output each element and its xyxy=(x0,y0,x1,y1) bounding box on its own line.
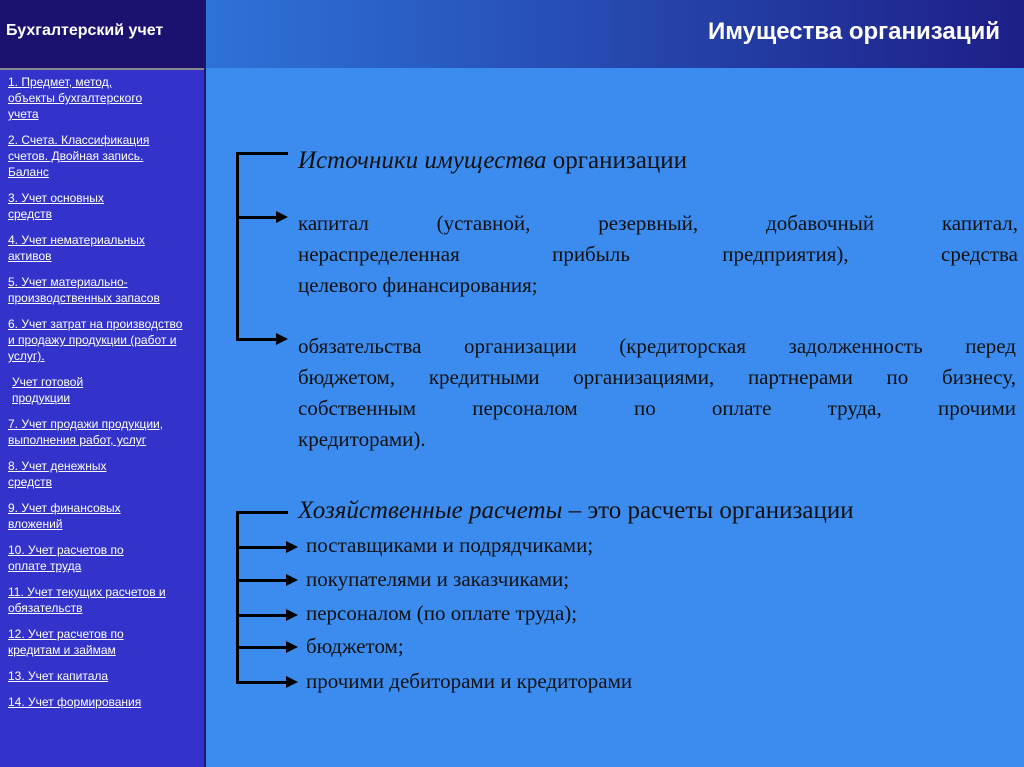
settlement-item-1: поставщиками и подрядчиками; xyxy=(306,533,594,557)
sidebar-item-2[interactable]: 2. Счета. Классификация счетов. Двойная запись. Баланс xyxy=(8,133,150,179)
sidebar-header xyxy=(0,0,204,70)
sidebar-item-11[interactable]: 11. Учет текущих расчетов и обязательств xyxy=(8,585,166,615)
arrow-line-5 xyxy=(236,614,286,617)
sidebar-item-10[interactable]: 10. Учет расчетов по оплате труда xyxy=(8,543,124,573)
sidebar-item-4[interactable]: 4. Учет нематериальных активов xyxy=(8,233,145,263)
sidebar-item-6[interactable]: 6. Учет затрат на производство и продажу продукции (работ и услуг). xyxy=(8,317,183,363)
settlements-title-italic: Хозяйственные расчеты xyxy=(298,497,563,524)
arrow-head-2 xyxy=(276,333,288,345)
sidebar-item-8[interactable]: 8. Учет денежных средств xyxy=(8,459,107,489)
sidebar-item-12[interactable]: 12. Учет расчетов по кредитам и займам xyxy=(8,627,124,657)
arrow-line-2 xyxy=(236,338,276,341)
obligations-line-4: кредиторами). xyxy=(298,427,426,451)
arrow-head-1 xyxy=(276,211,288,223)
page-title: Имущества организаций xyxy=(707,18,1000,45)
obligations-text xyxy=(298,331,1016,455)
header xyxy=(206,0,1024,68)
bracket-top-2 xyxy=(236,511,288,514)
arrow-head-3 xyxy=(286,541,298,553)
sidebar-item-7[interactable]: 7. Учет продажи продукции, выполнения работ, услуг xyxy=(8,417,164,447)
capital-line-3: целевого финансирования; xyxy=(298,273,538,297)
obligations-line-2: бюджетом, кредитными организациями, партнерами по бизнесу, xyxy=(298,365,1016,389)
settlement-item-5: прочими дебиторами и кредиторами xyxy=(306,669,633,693)
settlements-title-rest: – это расчеты организации xyxy=(562,497,854,524)
bracket-vertical-1 xyxy=(236,152,239,341)
bracket-top-1 xyxy=(236,152,288,155)
settlement-item-4: бюджетом; xyxy=(306,634,404,658)
sidebar-item-14[interactable]: 14. Учет формирования xyxy=(8,695,142,709)
sidebar-item-9[interactable]: 9. Учет финансовых вложений xyxy=(8,501,121,531)
bracket-vertical-2 xyxy=(236,511,239,684)
arrow-line-1 xyxy=(236,216,276,219)
sidebar xyxy=(0,0,206,767)
arrow-head-6 xyxy=(286,641,298,653)
arrow-head-4 xyxy=(286,574,298,586)
arrow-line-3 xyxy=(236,546,286,549)
sidebar-nav xyxy=(0,72,204,710)
obligations-line-1: обязательства организации (кредиторская задолженность перед xyxy=(298,334,1016,358)
obligations-line-3: собственным персоналом по оплате труда, прочими xyxy=(298,396,1016,420)
sidebar-item-1[interactable]: 1. Предмет, метод, объекты бухгалтерского учета xyxy=(8,75,143,121)
sources-title xyxy=(298,145,687,176)
capital-text xyxy=(298,208,1018,301)
settlements-title xyxy=(298,495,854,526)
sidebar-item-5[interactable]: 5. Учет материально-производственных запасов xyxy=(8,275,160,305)
arrow-line-4 xyxy=(236,579,286,582)
sources-title-rest: организации xyxy=(546,147,687,174)
arrow-line-7 xyxy=(236,681,286,684)
sidebar-item-6a[interactable]: Учет готовой продукции xyxy=(12,375,84,405)
sources-title-italic: Источники имущества xyxy=(298,147,547,174)
arrow-line-6 xyxy=(236,646,286,649)
capital-line-2: нераспределенная прибыль предприятия), средства xyxy=(298,242,1018,266)
arrow-head-5 xyxy=(286,609,298,621)
sidebar-item-3[interactable]: 3. Учет основных средств xyxy=(8,191,104,221)
capital-line-1: капитал (уставной, резервный, добавочный капитал, xyxy=(298,211,1018,235)
sidebar-item-13[interactable]: 13. Учет капитала xyxy=(8,669,109,683)
slide-content xyxy=(206,68,1024,767)
arrow-head-7 xyxy=(286,676,298,688)
sidebar-title: Бухгалтерский учет xyxy=(6,22,164,39)
settlement-item-3: персоналом (по оплате труда); xyxy=(306,601,578,625)
settlement-item-2: покупателями и заказчиками; xyxy=(306,567,570,591)
